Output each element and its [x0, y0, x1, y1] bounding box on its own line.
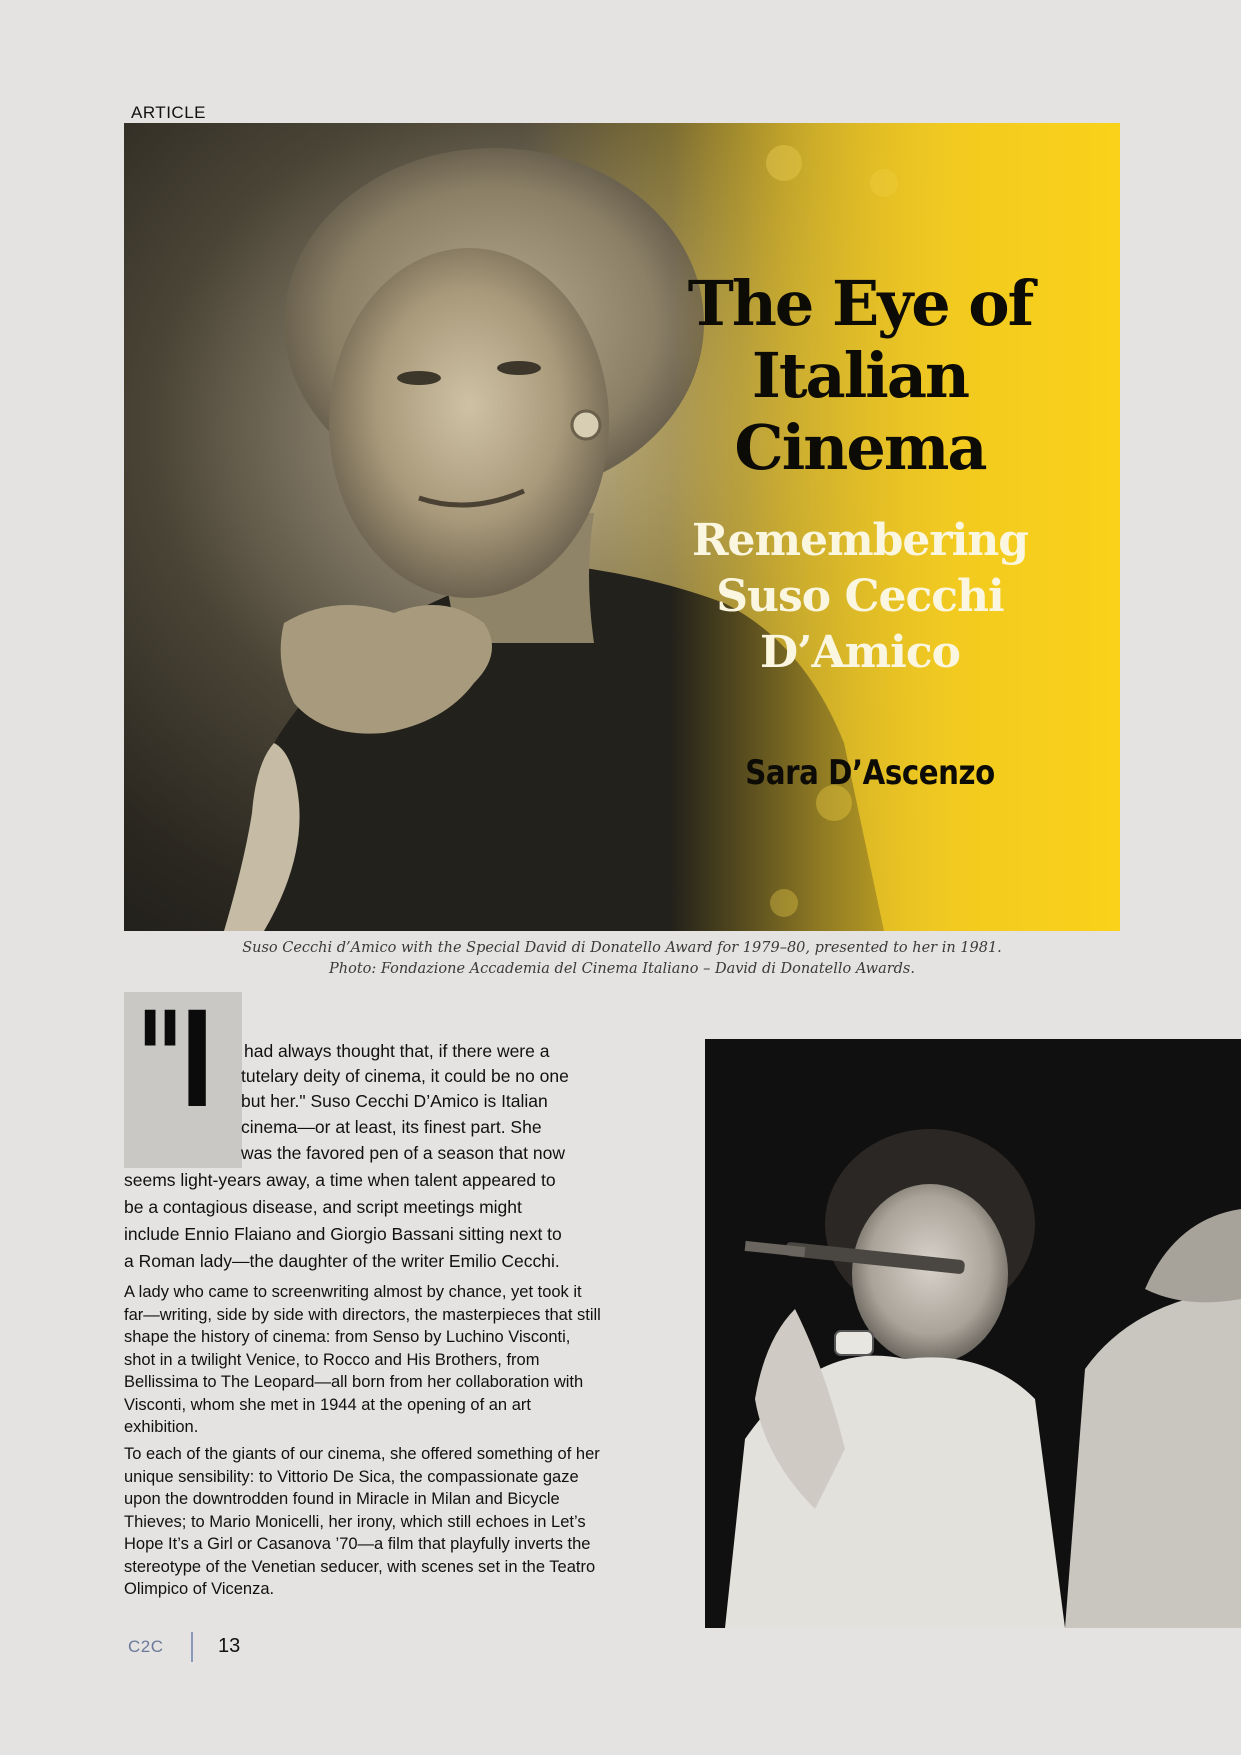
- hero-banner: [124, 123, 1120, 931]
- photo-caption: [124, 938, 1120, 980]
- footer-brand: C2C: [128, 1637, 164, 1656]
- lead-line: be a contagious disease, and script meetings might: [124, 1197, 522, 1217]
- page-number: 13: [218, 1635, 241, 1657]
- rifle-photo-image: [705, 1039, 1241, 1628]
- body-paragraph: To each of the giants of our cinema, she offered something of her unique sensibility: to Vittorio De Sica, the compassionate gaze upon the downtrodden found in Miracle in Milan and Bicycle Thieves; to Mario Monicelli, her irony, which still echoes in Let’s Hope It’s a Girl or Casanova ’70—a film that playfully inverts the stereotype of the Venetian seducer, with scenes set in the Teatro Olimpico of Vicenza.: [124, 1445, 600, 1598]
- lead-line: had always thought that, if there were a: [244, 1041, 550, 1061]
- dropcap: "I: [136, 984, 211, 1138]
- lead-line: but her." Suso Cecchi D’Amico is Italian: [241, 1091, 548, 1111]
- lead-line: seems light-years away, a time when talent appeared to: [124, 1170, 556, 1190]
- footer-divider: [191, 1632, 193, 1662]
- article-title: The Eye of Italian Cinema: [687, 267, 1033, 484]
- section-label: ARTICLE: [131, 103, 206, 122]
- lead-line: was the favored pen of a season that now: [241, 1143, 565, 1163]
- lead-line: tutelary deity of cinema, it could be no one: [241, 1066, 569, 1086]
- article-author: Sara D’Ascenzo: [745, 753, 995, 793]
- caption-line-2: Photo: Fondazione Accademia del Cinema Italiano – David di Donatello Awards.: [329, 961, 915, 977]
- body-paragraph: A lady who came to screenwriting almost by chance, yet took it far—writing, side by side with directors, the masterpieces that still shape the history of cinema: from Senso by Luchino Visconti, shot in a twilight Venice, to Rocco and His Brothers, from Bellissima to The Leopard—all born from her collaboration with Visconti, whom she met in 1944 at the opening of an art exhibition.: [124, 1283, 601, 1436]
- lead-line: a Roman lady—the daughter of the writer Emilio Cecchi.: [124, 1251, 560, 1271]
- caption-line-1: Suso Cecchi d’Amico with the Special David di Donatello Award for 1979–80, presented to her in 1981.: [242, 940, 1002, 956]
- article-subtitle: Remembering Suso Cecchi D’Amico: [691, 515, 1029, 678]
- lead-line: include Ennio Flaiano and Giorgio Bassani sitting next to: [124, 1224, 562, 1244]
- rifle-photo: [705, 1039, 1241, 1628]
- lead-line: cinema—or at least, its finest part. She: [241, 1117, 542, 1137]
